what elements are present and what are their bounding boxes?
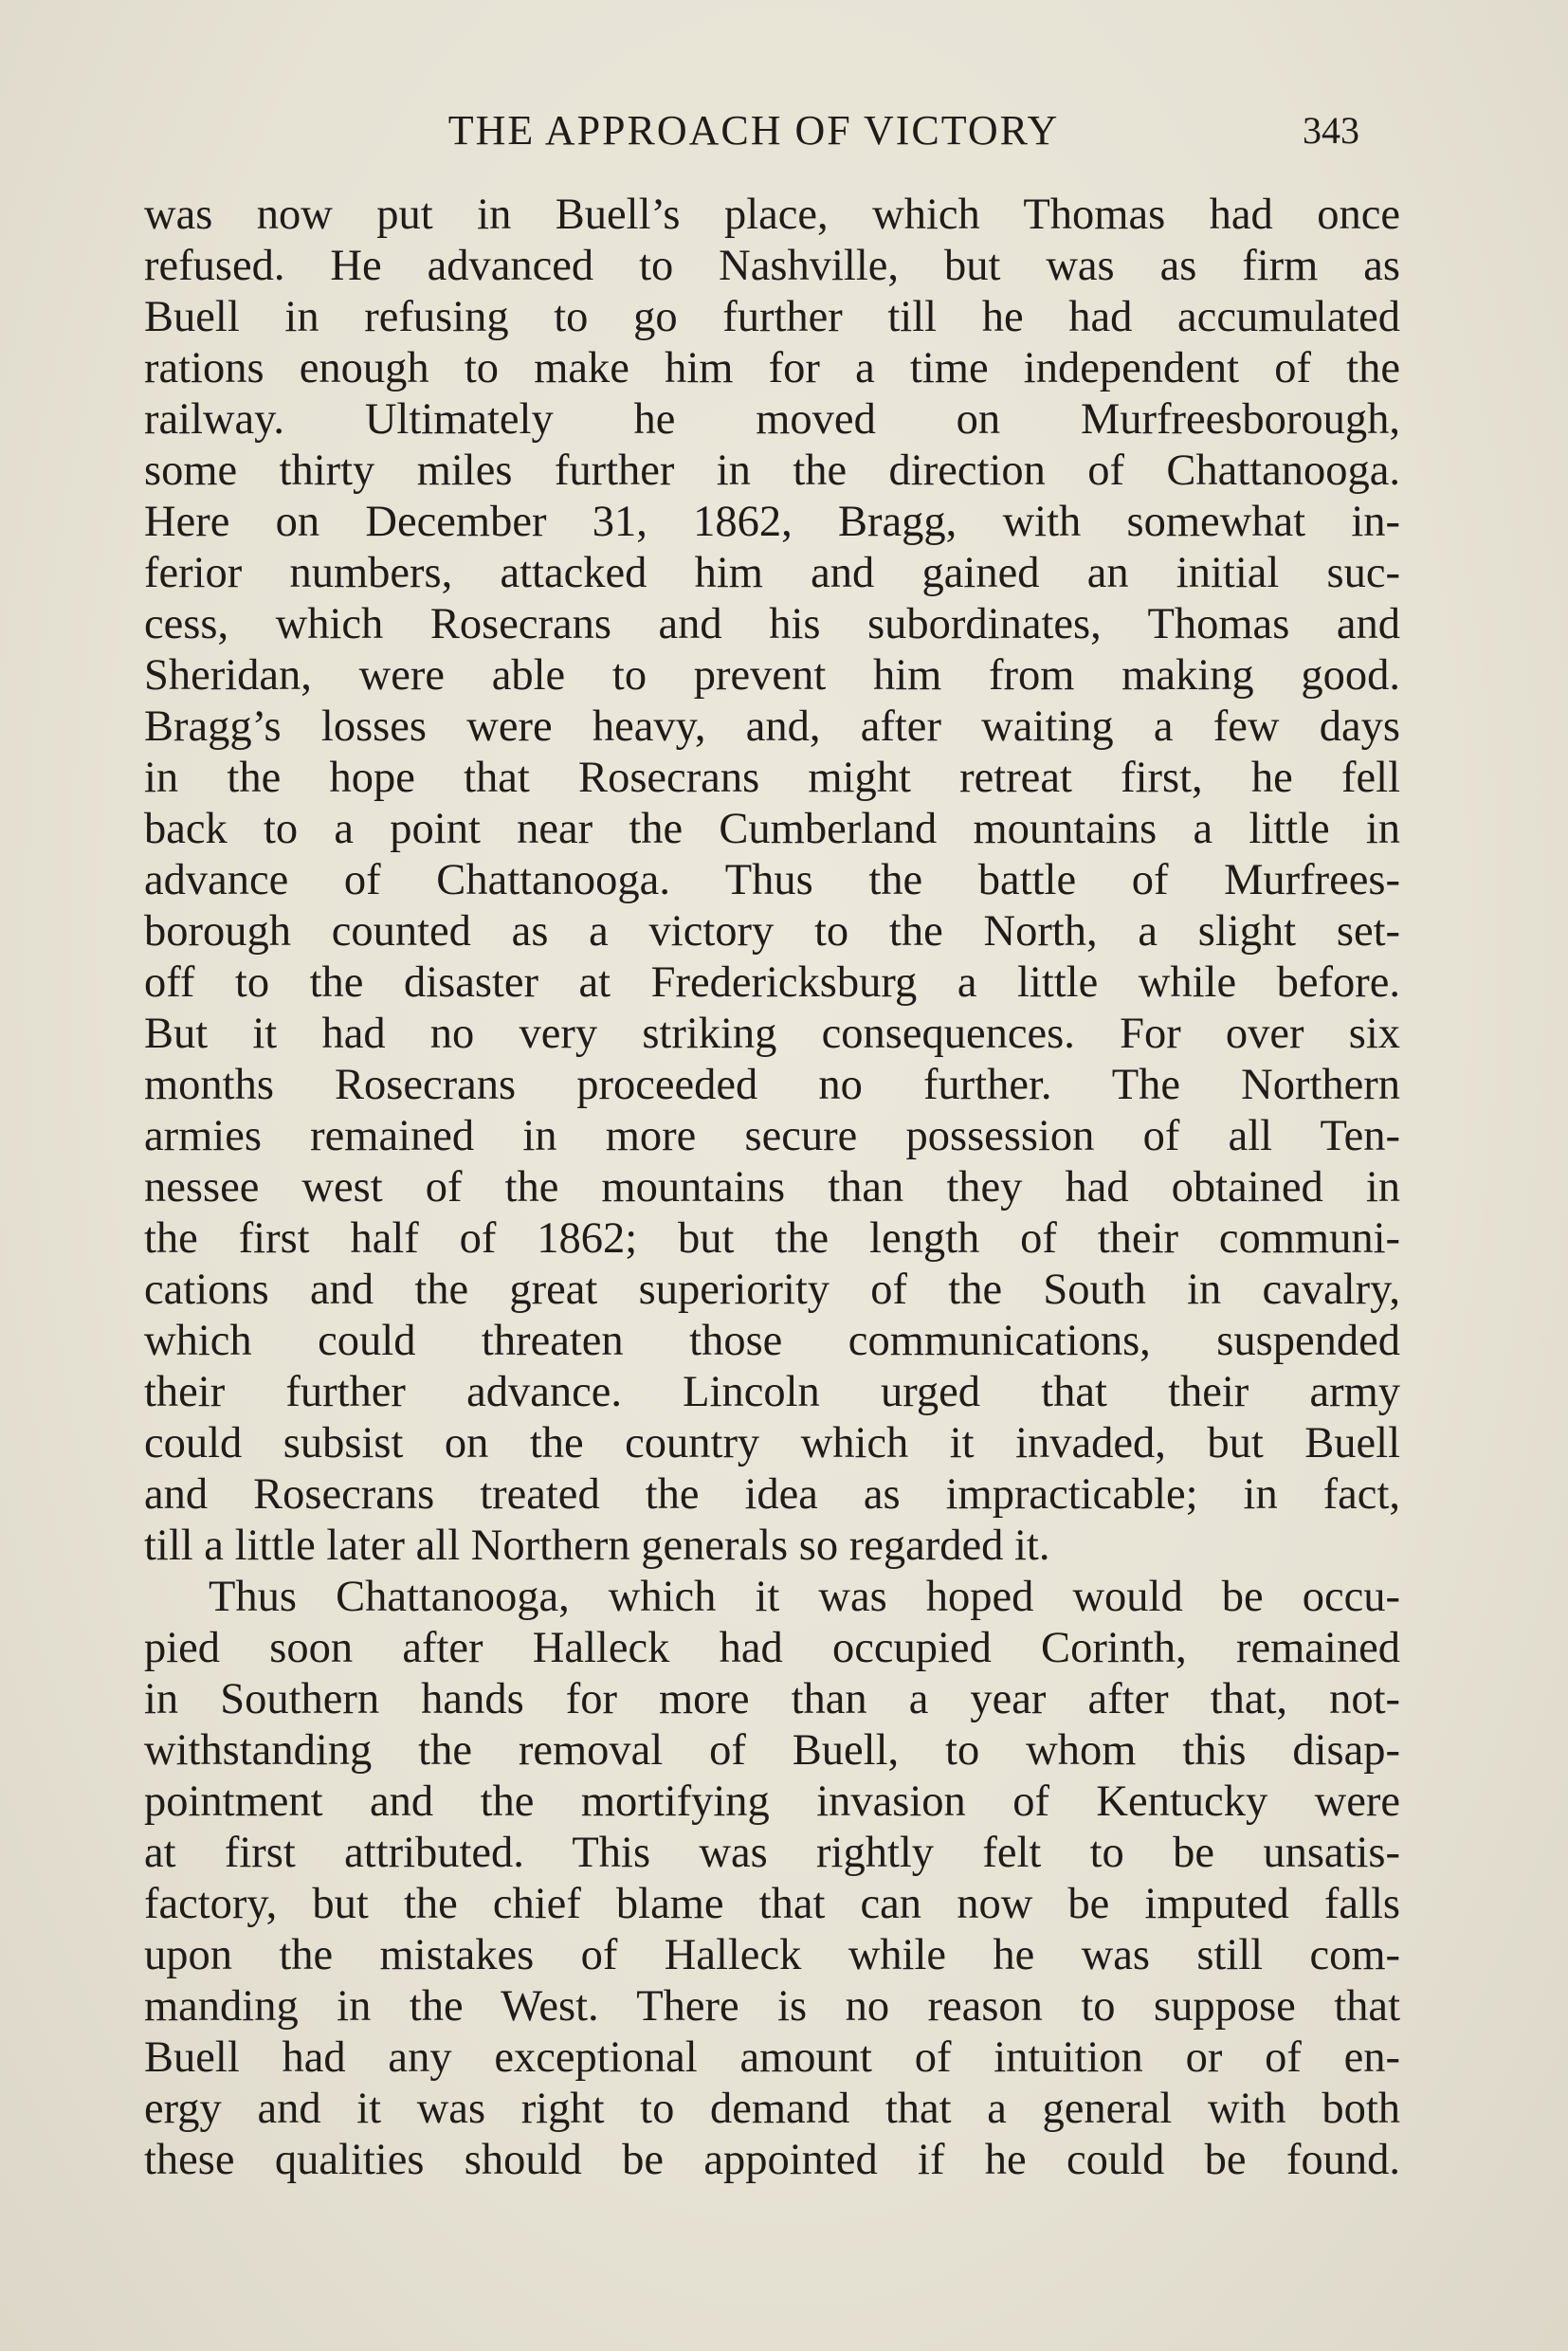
text-line: withstanding the removal of Buell, to whom this disap- xyxy=(144,1726,1400,1775)
text-line: was now put in Buell’s place, which Thomas had once xyxy=(144,191,1400,239)
text-line: advance of Chattanooga. Thus the battle of Murfrees- xyxy=(144,856,1400,904)
text-line: Here on December 31, 1862, Bragg, with somewhat in- xyxy=(144,498,1400,546)
text-line: rations enough to make him for a time independent of the xyxy=(144,344,1400,392)
text-line: their further advance. Lincoln urged that their army xyxy=(144,1368,1400,1416)
page-header xyxy=(142,106,1365,163)
text-line: could subsist on the country which it invaded, but Buell xyxy=(144,1419,1400,1467)
text-line: armies remained in more secure possession of all Ten- xyxy=(144,1112,1400,1160)
body-text xyxy=(144,190,1400,2186)
text-line: in the hope that Rosecrans might retreat first, he fell xyxy=(144,754,1400,802)
text-line: and Rosecrans treated the idea as impracticable; in fact, xyxy=(144,1470,1400,1519)
text-line: railway. Ultimately he moved on Murfreesborough, xyxy=(144,395,1400,444)
text-line: pied soon after Halleck had occupied Corinth, remained xyxy=(144,1624,1400,1672)
text-line: the first half of 1862; but the length of their communi- xyxy=(144,1214,1400,1263)
text-line: refused. He advanced to Nashville, but was as firm as xyxy=(144,242,1400,290)
text-line: till a little later all Northern generals so regarded it. xyxy=(144,1522,1050,1570)
text-line: ferior numbers, attacked him and gained an initial suc- xyxy=(144,549,1400,597)
text-line: cations and the great superiority of the South in cavalry, xyxy=(144,1266,1400,1314)
text-line: in Southern hands for more than a year after that, not- xyxy=(144,1675,1400,1723)
text-line: cess, which Rosecrans and his subordinates, Thomas and xyxy=(144,600,1400,648)
text-line: nessee west of the mountains than they had obtained in xyxy=(144,1163,1400,1212)
text-line: these qualities should be appointed if he could be found. xyxy=(144,2136,1400,2184)
text-line: back to a point near the Cumberland mountains a little in xyxy=(144,805,1400,853)
text-line: at first attributed. This was rightly felt to be unsatis- xyxy=(144,1829,1400,1877)
text-line: which could threaten those communications, suspended xyxy=(144,1317,1400,1365)
text-line: pointment and the mortifying invasion of Kentucky were xyxy=(144,1777,1400,1826)
running-head: THE APPROACH OF VICTORY xyxy=(447,107,1060,154)
text-line: Thus Chattanooga, which it was hoped would be occu- xyxy=(209,1573,1400,1621)
text-line: months Rosecrans proceeded no further. The Northern xyxy=(144,1061,1400,1109)
text-line: Buell in refusing to go further till he had accumulated xyxy=(144,293,1400,341)
page-number: 343 xyxy=(1303,109,1359,152)
text-line: manding in the West. There is no reason to suppose that xyxy=(144,1982,1400,2031)
text-line: borough counted as a victory to the North, a slight set- xyxy=(144,907,1400,956)
text-line: upon the mistakes of Halleck while he was still com- xyxy=(144,1931,1400,1979)
text-line: some thirty miles further in the direction of Chattanooga. xyxy=(144,447,1400,495)
text-line: off to the disaster at Fredericksburg a little while before. xyxy=(144,958,1400,1007)
text-line: Buell had any exceptional amount of intuition or of en- xyxy=(144,2033,1400,2082)
text-line: But it had no very striking consequences. For over six xyxy=(144,1010,1400,1058)
text-line: factory, but the chief blame that can now be imputed falls xyxy=(144,1880,1400,1928)
text-line: ergy and it was right to demand that a general with both xyxy=(144,2085,1400,2133)
text-line: Sheridan, were able to prevent him from making good. xyxy=(144,651,1400,700)
text-line: Bragg’s losses were heavy, and, after waiting a few days xyxy=(144,702,1400,751)
